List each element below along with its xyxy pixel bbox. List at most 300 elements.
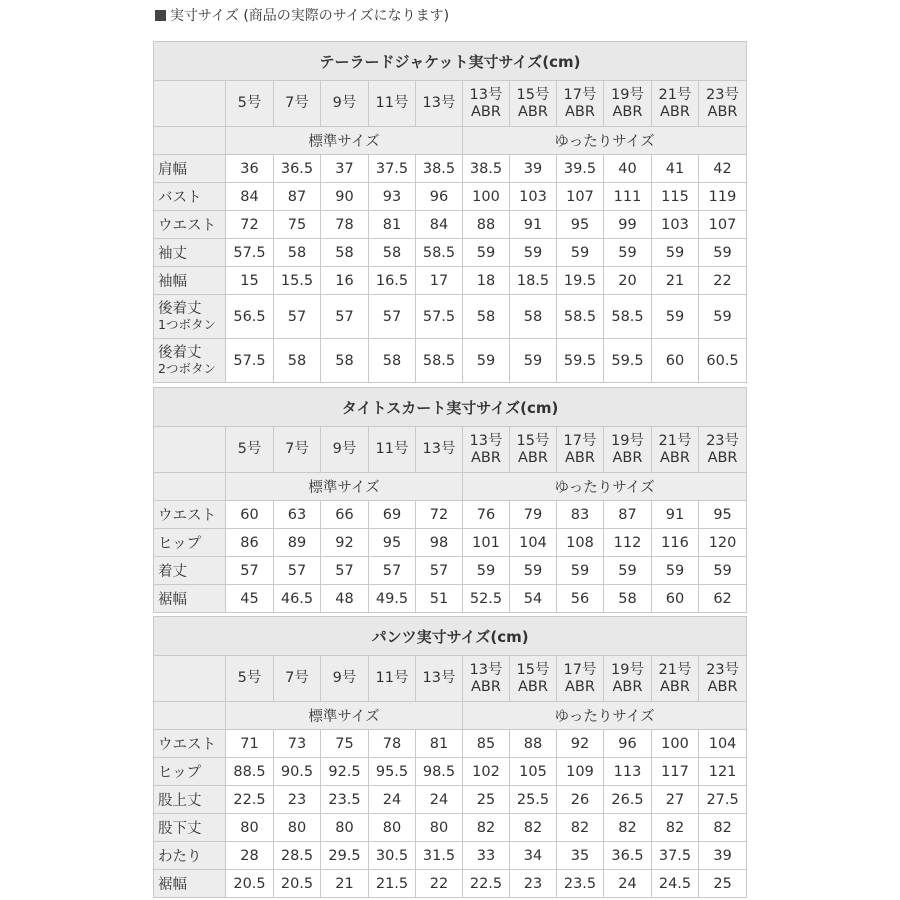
measurement-value: 92: [321, 529, 369, 557]
measurement-value: 58.5: [557, 295, 604, 339]
size-header-line1: 13号: [469, 661, 503, 678]
measurement-value: 90.5: [274, 758, 321, 786]
measurement-value: 103: [652, 211, 699, 239]
measurement-value: 80: [369, 814, 416, 842]
size-header: 9号: [321, 656, 369, 702]
measurement-value: 25.5: [510, 786, 557, 814]
measurement-value: 25: [699, 870, 747, 898]
measurement-value: 15: [226, 267, 274, 295]
measurement-value: 24: [416, 786, 463, 814]
measurement-label: わたり: [154, 842, 226, 870]
size-header-line1: 15号: [516, 432, 550, 449]
size-header-line1: 23号: [706, 432, 740, 449]
size-header: 7号: [274, 656, 321, 702]
measurement-value: 76: [463, 501, 510, 529]
measurement-value: 91: [652, 501, 699, 529]
measurement-value: 121: [699, 758, 747, 786]
measurement-value: 95.5: [369, 758, 416, 786]
measurement-value: 82: [652, 814, 699, 842]
size-header-line1: 21号: [658, 661, 692, 678]
size-header-line2: ABR: [612, 449, 643, 466]
measurement-value: 31.5: [416, 842, 463, 870]
size-header: 5号: [226, 81, 274, 127]
measurement-value: 23: [274, 786, 321, 814]
measurement-label: 肩幅: [154, 155, 226, 183]
size-header: [652, 427, 699, 473]
measurement-label: 着丈: [154, 557, 226, 585]
size-header-line1: 21号: [658, 432, 692, 449]
table-row: [154, 585, 747, 613]
table-row: [154, 842, 747, 870]
size-header-line2: ABR: [660, 678, 690, 695]
measurement-value: 45: [226, 585, 274, 613]
measurement-value: 57: [274, 557, 321, 585]
measurement-value: 60: [226, 501, 274, 529]
measurement-value: 107: [557, 183, 604, 211]
measurement-label-line1: 後着丈: [158, 344, 202, 361]
measurement-label: 股下丈: [154, 814, 226, 842]
measurement-value: 22.5: [463, 870, 510, 898]
measurement-value: 16: [321, 267, 369, 295]
measurement-value: 96: [604, 730, 652, 758]
measurement-value: 111: [604, 183, 652, 211]
section-heading: [155, 6, 449, 26]
size-header: [463, 656, 510, 702]
measurement-label-line2: 1つボタン: [158, 316, 216, 332]
size-header-line1: 23号: [706, 86, 739, 103]
measurement-value: 108: [557, 529, 604, 557]
measurement-value: 60: [652, 339, 699, 383]
measurement-value: 107: [699, 211, 747, 239]
measurement-value: 88: [463, 211, 510, 239]
measurement-value: 59: [699, 557, 747, 585]
measurement-value: 82: [604, 814, 652, 842]
measurement-value: 101: [463, 529, 510, 557]
measurement-value: 78: [321, 211, 369, 239]
measurement-value: 37.5: [369, 155, 416, 183]
measurement-value: 117: [652, 758, 699, 786]
measurement-value: 57.5: [226, 239, 274, 267]
measurement-value: 49.5: [369, 585, 416, 613]
measurement-value: 66: [321, 501, 369, 529]
size-header: [652, 656, 699, 702]
measurement-value: 103: [510, 183, 557, 211]
measurement-value: 24: [369, 786, 416, 814]
measurement-value: 29.5: [321, 842, 369, 870]
measurement-value: 92.5: [321, 758, 369, 786]
table-title-row: [154, 617, 747, 656]
size-header-line2: ABR: [518, 449, 548, 466]
measurement-value: 46.5: [274, 585, 321, 613]
measurement-value: 81: [369, 211, 416, 239]
measurement-value: 58: [369, 239, 416, 267]
measurement-label: [154, 339, 226, 383]
measurement-value: 57: [416, 557, 463, 585]
measurement-value: 36: [226, 155, 274, 183]
measurement-value: 21: [652, 267, 699, 295]
size-header: 13号: [416, 427, 463, 473]
measurement-value: 59: [699, 295, 747, 339]
standard-size-group-label: 標準サイズ: [226, 127, 463, 155]
size-header: 11号: [369, 427, 416, 473]
measurement-value: 84: [226, 183, 274, 211]
measurement-label: ヒップ: [154, 758, 226, 786]
measurement-label: ヒップ: [154, 529, 226, 557]
corner-cell: [154, 473, 226, 501]
size-header-line2: ABR: [707, 678, 738, 695]
size-header: 5号: [226, 656, 274, 702]
measurement-value: 37: [321, 155, 369, 183]
measurement-value: 39: [699, 842, 747, 870]
measurement-value: 113: [604, 758, 652, 786]
measurement-value: 95: [557, 211, 604, 239]
table-row: [154, 529, 747, 557]
measurement-value: 41: [652, 155, 699, 183]
size-header-line1: 15号: [516, 661, 550, 678]
size-header-line2: ABR: [565, 103, 595, 120]
measurement-value: 52.5: [463, 585, 510, 613]
measurement-value: 59: [463, 557, 510, 585]
measurement-value: 39.5: [557, 155, 604, 183]
measurement-value: 59: [557, 557, 604, 585]
measurement-value: 85: [463, 730, 510, 758]
measurement-value: 75: [274, 211, 321, 239]
measurement-value: 59: [510, 239, 557, 267]
measurement-value: 80: [274, 814, 321, 842]
table-title: タイトスカート実寸サイズ(cm): [154, 388, 747, 427]
loose-size-group-label: ゆったりサイズ: [463, 702, 747, 730]
size-header-line2: ABR: [565, 449, 595, 466]
measurement-value: 89: [274, 529, 321, 557]
measurement-value: 88: [510, 730, 557, 758]
measurement-value: 19.5: [557, 267, 604, 295]
measurement-value: 112: [604, 529, 652, 557]
table-title: パンツ実寸サイズ(cm): [154, 617, 747, 656]
measurement-value: 20: [604, 267, 652, 295]
measurement-value: 22: [699, 267, 747, 295]
measurement-value: 87: [274, 183, 321, 211]
measurement-value: 23.5: [557, 870, 604, 898]
measurement-value: 20.5: [274, 870, 321, 898]
measurement-value: 38.5: [463, 155, 510, 183]
measurement-value: 22.5: [226, 786, 274, 814]
size-header: [510, 81, 557, 127]
size-header: 7号: [274, 81, 321, 127]
measurement-value: 80: [226, 814, 274, 842]
measurement-value: 115: [652, 183, 699, 211]
table-row: [154, 155, 747, 183]
measurement-value: 40: [604, 155, 652, 183]
measurement-value: 59: [604, 239, 652, 267]
measurement-value: 27.5: [699, 786, 747, 814]
measurement-value: 57.5: [226, 339, 274, 383]
standard-size-group-label: 標準サイズ: [226, 702, 463, 730]
measurement-label: バスト: [154, 183, 226, 211]
measurement-label: 股上丈: [154, 786, 226, 814]
measurement-value: 98: [416, 529, 463, 557]
measurement-value: 104: [699, 730, 747, 758]
size-header-row: [154, 656, 747, 702]
measurement-value: 102: [463, 758, 510, 786]
measurement-value: 60.5: [699, 339, 747, 383]
measurement-value: 60: [652, 585, 699, 613]
measurement-value: 51: [416, 585, 463, 613]
measurement-value: 86: [226, 529, 274, 557]
measurement-label: [154, 295, 226, 339]
size-header-line1: 17号: [563, 432, 597, 449]
size-header: 11号: [369, 81, 416, 127]
size-header: 9号: [321, 427, 369, 473]
table-row: [154, 557, 747, 585]
size-header-line1: 19号: [611, 661, 644, 678]
measurement-value: 58.5: [416, 239, 463, 267]
size-header-line1: 13号: [469, 86, 503, 103]
measurement-value: 57: [369, 557, 416, 585]
measurement-value: 36.5: [604, 842, 652, 870]
measurement-value: 57.5: [416, 295, 463, 339]
measurement-value: 39: [510, 155, 557, 183]
table-row: [154, 211, 747, 239]
size-header: [463, 81, 510, 127]
measurement-value: 100: [652, 730, 699, 758]
measurement-value: 78: [369, 730, 416, 758]
measurement-value: 83: [557, 501, 604, 529]
size-header: [604, 81, 652, 127]
measurement-value: 58: [604, 585, 652, 613]
size-header-line1: 23号: [706, 661, 740, 678]
table-row: [154, 814, 747, 842]
measurement-value: 16.5: [369, 267, 416, 295]
measurement-label: ウエスト: [154, 501, 226, 529]
table-row: [154, 501, 747, 529]
size-header: 13号: [416, 656, 463, 702]
size-header-line2: ABR: [660, 103, 690, 120]
measurement-value: 69: [369, 501, 416, 529]
size-header: [699, 427, 747, 473]
measurement-value: 18: [463, 267, 510, 295]
size-header-line2: ABR: [471, 103, 501, 120]
measurement-value: 57: [226, 557, 274, 585]
measurement-value: 21.5: [369, 870, 416, 898]
measurement-value: 59: [510, 557, 557, 585]
measurement-value: 58: [321, 339, 369, 383]
measurement-value: 82: [699, 814, 747, 842]
table-title-row: [154, 42, 747, 81]
table-row: [154, 870, 747, 898]
size-header-row: [154, 81, 747, 127]
table-row: [154, 339, 747, 383]
size-group-row: [154, 473, 747, 501]
measurement-value: 93: [369, 183, 416, 211]
size-header: [699, 656, 747, 702]
measurement-value: 27: [652, 786, 699, 814]
measurement-value: 56.5: [226, 295, 274, 339]
table-row: [154, 786, 747, 814]
measurement-value: 81: [416, 730, 463, 758]
size-header-line2: ABR: [518, 103, 548, 120]
size-header-line2: ABR: [471, 678, 501, 695]
measurement-value: 116: [652, 529, 699, 557]
measurement-value: 84: [416, 211, 463, 239]
measurement-value: 82: [510, 814, 557, 842]
measurement-value: 58: [274, 239, 321, 267]
size-group-row: [154, 702, 747, 730]
measurement-value: 59: [510, 339, 557, 383]
loose-size-group-label: ゆったりサイズ: [463, 127, 747, 155]
measurement-label: 袖丈: [154, 239, 226, 267]
measurement-value: 72: [416, 501, 463, 529]
measurement-value: 22: [416, 870, 463, 898]
measurement-value: 28: [226, 842, 274, 870]
size-header-line1: 21号: [658, 86, 692, 103]
measurement-value: 58: [510, 295, 557, 339]
skirt-size-table: [153, 387, 747, 613]
table-row: [154, 295, 747, 339]
size-header-line1: 19号: [611, 86, 644, 103]
size-header-line1: 13号: [469, 432, 503, 449]
measurement-value: 17: [416, 267, 463, 295]
section-heading-text: 実寸サイズ (商品の実際のサイズになります): [170, 8, 450, 24]
measurement-value: 18.5: [510, 267, 557, 295]
measurement-value: 59: [463, 339, 510, 383]
size-header: [557, 427, 604, 473]
size-header-line1: 17号: [563, 86, 597, 103]
size-header-line2: ABR: [660, 449, 690, 466]
measurement-label-line2: 2つボタン: [158, 360, 216, 376]
measurement-value: 58: [274, 339, 321, 383]
size-header: 13号: [416, 81, 463, 127]
size-header-line2: ABR: [707, 449, 738, 466]
table-title: テーラードジャケット実寸サイズ(cm): [154, 42, 747, 81]
measurement-value: 24: [604, 870, 652, 898]
measurement-value: 58: [321, 239, 369, 267]
measurement-label-line1: 後着丈: [158, 300, 202, 317]
measurement-value: 57: [321, 557, 369, 585]
size-header: [557, 656, 604, 702]
square-bullet-icon: [155, 10, 166, 21]
measurement-value: 23.5: [321, 786, 369, 814]
table-row: [154, 267, 747, 295]
size-header: 5号: [226, 427, 274, 473]
measurement-value: 36.5: [274, 155, 321, 183]
measurement-value: 30.5: [369, 842, 416, 870]
measurement-value: 104: [510, 529, 557, 557]
measurement-value: 82: [557, 814, 604, 842]
size-header-line2: ABR: [518, 678, 548, 695]
measurement-value: 98.5: [416, 758, 463, 786]
standard-size-group-label: 標準サイズ: [226, 473, 463, 501]
measurement-value: 63: [274, 501, 321, 529]
corner-cell: [154, 81, 226, 127]
size-header-line2: ABR: [565, 678, 595, 695]
measurement-value: 59.5: [557, 339, 604, 383]
size-header-line1: 15号: [516, 86, 550, 103]
measurement-value: 58.5: [416, 339, 463, 383]
size-header-line2: ABR: [612, 678, 643, 695]
measurement-value: 72: [226, 211, 274, 239]
measurement-value: 24.5: [652, 870, 699, 898]
size-header: [699, 81, 747, 127]
measurement-value: 33: [463, 842, 510, 870]
size-header: [510, 427, 557, 473]
measurement-value: 25: [463, 786, 510, 814]
measurement-value: 79: [510, 501, 557, 529]
measurement-label: 袖幅: [154, 267, 226, 295]
measurement-value: 95: [369, 529, 416, 557]
size-header: 7号: [274, 427, 321, 473]
measurement-label: 裾幅: [154, 585, 226, 613]
measurement-value: 80: [321, 814, 369, 842]
size-header-row: [154, 427, 747, 473]
measurement-value: 34: [510, 842, 557, 870]
loose-size-group-label: ゆったりサイズ: [463, 473, 747, 501]
size-header: [557, 81, 604, 127]
measurement-value: 59: [652, 239, 699, 267]
measurement-label: ウエスト: [154, 211, 226, 239]
measurement-value: 37.5: [652, 842, 699, 870]
size-header: [652, 81, 699, 127]
size-header-line2: ABR: [612, 103, 643, 120]
measurement-value: 71: [226, 730, 274, 758]
measurement-value: 109: [557, 758, 604, 786]
measurement-value: 90: [321, 183, 369, 211]
corner-cell: [154, 427, 226, 473]
size-header: [604, 656, 652, 702]
size-header-line1: 17号: [563, 661, 597, 678]
size-header: [604, 427, 652, 473]
table-row: [154, 239, 747, 267]
measurement-value: 59: [557, 239, 604, 267]
measurement-value: 75: [321, 730, 369, 758]
measurement-label: ウエスト: [154, 730, 226, 758]
measurement-value: 59: [652, 295, 699, 339]
measurement-value: 80: [416, 814, 463, 842]
size-header-line2: ABR: [471, 449, 501, 466]
measurement-value: 96: [416, 183, 463, 211]
measurement-value: 26: [557, 786, 604, 814]
size-group-row: [154, 127, 747, 155]
size-header: 9号: [321, 81, 369, 127]
measurement-value: 57: [274, 295, 321, 339]
measurement-value: 82: [463, 814, 510, 842]
measurement-value: 100: [463, 183, 510, 211]
pants-size-table: [153, 616, 747, 898]
table-title-row: [154, 388, 747, 427]
measurement-value: 95: [699, 501, 747, 529]
measurement-value: 119: [699, 183, 747, 211]
corner-cell: [154, 656, 226, 702]
measurement-value: 91: [510, 211, 557, 239]
table-row: [154, 730, 747, 758]
measurement-value: 20.5: [226, 870, 274, 898]
measurement-value: 59: [652, 557, 699, 585]
jacket-size-table: [153, 41, 747, 383]
measurement-value: 99: [604, 211, 652, 239]
measurement-value: 15.5: [274, 267, 321, 295]
measurement-value: 42: [699, 155, 747, 183]
measurement-value: 58: [463, 295, 510, 339]
measurement-value: 54: [510, 585, 557, 613]
measurement-value: 28.5: [274, 842, 321, 870]
table-row: [154, 183, 747, 211]
measurement-value: 58: [369, 339, 416, 383]
size-header: 11号: [369, 656, 416, 702]
measurement-value: 58.5: [604, 295, 652, 339]
table-row: [154, 758, 747, 786]
measurement-value: 21: [321, 870, 369, 898]
measurement-value: 59: [463, 239, 510, 267]
measurement-value: 92: [557, 730, 604, 758]
